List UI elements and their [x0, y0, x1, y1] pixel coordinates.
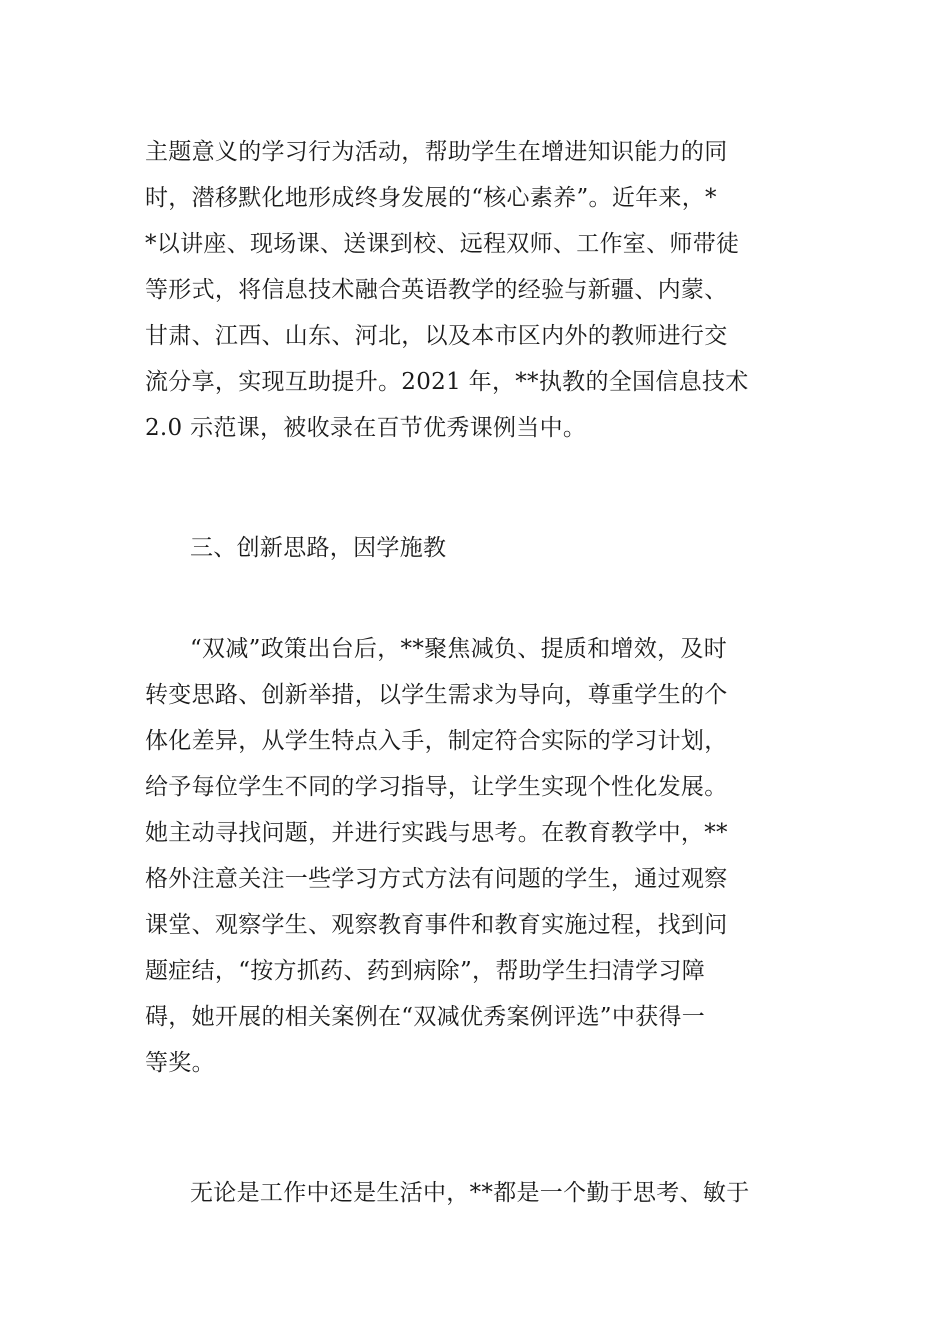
paragraph-line: 给予每位学生不同的学习指导，让学生实现个性化发展。 — [145, 774, 728, 800]
paragraph-line: 格外注意关注一些学习方式方法有问题的学生，通过观察 — [145, 866, 728, 892]
paragraph-line: 流分享，实现互助提升。2021 年，**执教的全国信息技术 — [145, 369, 749, 395]
paragraph-line: “双减”政策出台后，**聚焦减负、提质和增效，及时 — [190, 636, 728, 662]
paragraph-line: 主题意义的学习行为活动，帮助学生在增进知识能力的同 — [145, 139, 728, 165]
paragraph-line: 题症结，“按方抓药、药到病除”，帮助学生扫清学习障 — [145, 958, 706, 984]
paragraph-line: 课堂、观察学生、观察教育事件和教育实施过程，找到问 — [145, 912, 728, 938]
paragraph-line: 转变思路、创新举措，以学生需求为导向，尊重学生的个 — [145, 682, 728, 708]
paragraph-line: 体化差异，从学生特点入手，制定符合实际的学习计划， — [145, 728, 728, 754]
paragraph-line: 她主动寻找问题，并进行实践与思考。在教育教学中，** — [145, 820, 728, 846]
paragraph-line: 时，潜移默化地形成终身发展的“核心素养”。近年来，* — [145, 185, 717, 211]
section-heading: 三、创新思路，因学施教 — [190, 535, 447, 561]
paragraph-line: 2.0 示范课，被收录在百节优秀课例当中。 — [145, 415, 587, 441]
paragraph-line: 等奖。 — [145, 1050, 215, 1076]
paragraph-line: 碍，她开展的相关案例在“双减优秀案例评选”中获得一 — [145, 1004, 706, 1030]
paragraph-line: 等形式，将信息技术融合英语教学的经验与新疆、内蒙、 — [145, 277, 728, 303]
paragraph-line: 甘肃、江西、山东、河北，以及本市区内外的教师进行交 — [145, 323, 728, 349]
paragraph-line: *以讲座、现场课、送课到校、远程双师、工作室、师带徒 — [145, 231, 740, 257]
paragraph-line: 无论是工作中还是生活中，**都是一个勤于思考、敏于 — [190, 1180, 750, 1206]
